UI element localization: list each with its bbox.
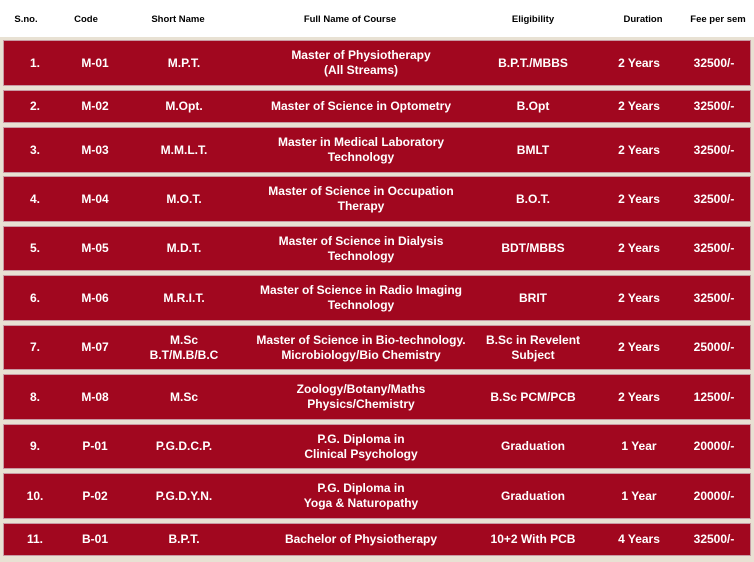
row-duration: 4 Years [618, 532, 660, 546]
row-fee: 25000/- [693, 340, 735, 354]
row-fee: 32500/- [693, 99, 735, 113]
row-duration: 2 Years [618, 191, 660, 206]
row-full-name: Master of Science in Dialysis Technology [278, 233, 444, 263]
row-code: M-05 [81, 241, 109, 255]
row-code: M-08 [81, 389, 109, 404]
row-eligibility: B.Opt [516, 99, 550, 113]
table-row [3, 325, 751, 370]
row-full-name: Master of Science in Radio Imaging Technology [259, 283, 463, 312]
row-full-name: Master of Science in Bio-technology. Microbiology/Bio Chemistry [256, 332, 466, 362]
row-short-name: M.O.T. [166, 191, 202, 206]
row-code: P-02 [82, 488, 108, 503]
row-fee: 20000/- [693, 439, 735, 453]
row-sno: 2. [29, 99, 40, 113]
row-short-name: M.Sc [169, 389, 198, 404]
row-duration: 1 Year [621, 488, 657, 503]
row-short-name: P.G.D.C.P. [155, 439, 213, 453]
row-fee: 20000/- [693, 488, 735, 503]
row-full-name: Master of Physiotherapy (All Streams) [291, 48, 431, 77]
table-row [3, 424, 751, 469]
row-code: B-01 [81, 532, 108, 546]
table-row [3, 473, 751, 519]
row-fee: 32500/- [693, 191, 735, 206]
table-row [3, 226, 751, 271]
row-eligibility: B.P.T./MBBS [498, 55, 568, 70]
row-short-name: M.P.T. [167, 55, 201, 70]
row-fee: 32500/- [693, 241, 735, 255]
row-fee: 32500/- [693, 55, 735, 70]
row-eligibility: B.Sc PCM/PCB [490, 389, 576, 404]
row-sno: 6. [29, 290, 40, 305]
row-duration: 2 Years [618, 55, 660, 70]
row-fee: 32500/- [693, 142, 735, 157]
row-full-name: Master of Science in Optometry [270, 99, 452, 113]
row-full-name: P.G. Diploma in Yoga & Naturopathy [303, 481, 419, 510]
table-row [3, 127, 751, 173]
row-short-name: B.P.T. [168, 532, 200, 546]
row-code: M-06 [81, 290, 109, 305]
row-code: M-07 [81, 340, 109, 354]
row-short-name: M.D.T. [166, 241, 202, 255]
row-code: M-02 [81, 99, 109, 113]
table-header [0, 0, 754, 38]
header-eligibility: Eligibility [511, 13, 555, 25]
row-short-name: M.M.L.T. [160, 142, 208, 157]
row-full-name: P.G. Diploma in Clinical Psychology [304, 431, 418, 461]
table-row [3, 90, 751, 123]
row-full-name: Master of Science in Occupation Therapy [268, 184, 454, 213]
row-sno: 5. [29, 241, 40, 255]
row-eligibility: B.Sc in Revelent Subject [485, 332, 581, 362]
header-full-name: Full Name of Course [303, 13, 397, 25]
row-fee: 32500/- [693, 532, 735, 546]
row-fee: 32500/- [693, 290, 735, 305]
row-short-name: M.Sc B.T/M.B/B.C [149, 332, 219, 362]
table-row [3, 523, 751, 556]
row-sno: 1. [29, 55, 40, 70]
header-duration: Duration [623, 13, 663, 25]
row-duration: 1 Year [621, 439, 657, 453]
table-row [3, 176, 751, 222]
table-row [3, 40, 751, 86]
row-duration: 2 Years [618, 99, 660, 113]
row-sno: 3. [29, 142, 40, 157]
row-eligibility: B.O.T. [515, 191, 550, 206]
row-full-name: Master in Medical Laboratory Technology [277, 135, 445, 164]
row-sno: 11. [26, 532, 44, 546]
row-duration: 2 Years [618, 142, 660, 157]
row-eligibility: BMLT [516, 142, 550, 157]
header-code: Code [74, 13, 98, 25]
row-duration: 2 Years [618, 241, 660, 255]
header-sno: S.no. [14, 13, 38, 25]
header-fee: Fee per sem [690, 13, 746, 25]
row-full-name: Zoology/Botany/Maths Physics/Chemistry [296, 382, 426, 411]
row-sno: 4. [29, 191, 40, 206]
header-short-name: Short Name [151, 13, 205, 25]
row-code: M-03 [81, 142, 109, 157]
row-eligibility: Graduation [500, 439, 565, 453]
row-fee: 12500/- [693, 389, 735, 404]
row-short-name: M.R.I.T. [163, 290, 205, 305]
row-code: M-04 [81, 191, 109, 206]
row-eligibility: Graduation [500, 488, 565, 503]
row-eligibility: BDT/MBBS [501, 241, 565, 255]
row-eligibility: BRIT [519, 290, 547, 305]
row-sno: 7. [29, 340, 40, 354]
row-short-name: P.G.D.Y.N. [155, 488, 213, 503]
table-row [3, 374, 751, 420]
row-code: M-01 [81, 55, 109, 70]
table-body [0, 37, 754, 562]
row-duration: 2 Years [618, 389, 660, 404]
row-full-name: Bachelor of Physiotherapy [284, 532, 438, 546]
row-eligibility: 10+2 With PCB [490, 532, 576, 546]
row-code: P-01 [82, 439, 108, 453]
row-duration: 2 Years [618, 290, 660, 305]
row-sno: 10. [26, 488, 44, 503]
row-short-name: M.Opt. [165, 99, 203, 113]
row-sno: 9. [29, 439, 40, 453]
table-row [3, 275, 751, 321]
row-sno: 8. [29, 389, 40, 404]
row-duration: 2 Years [618, 340, 660, 354]
